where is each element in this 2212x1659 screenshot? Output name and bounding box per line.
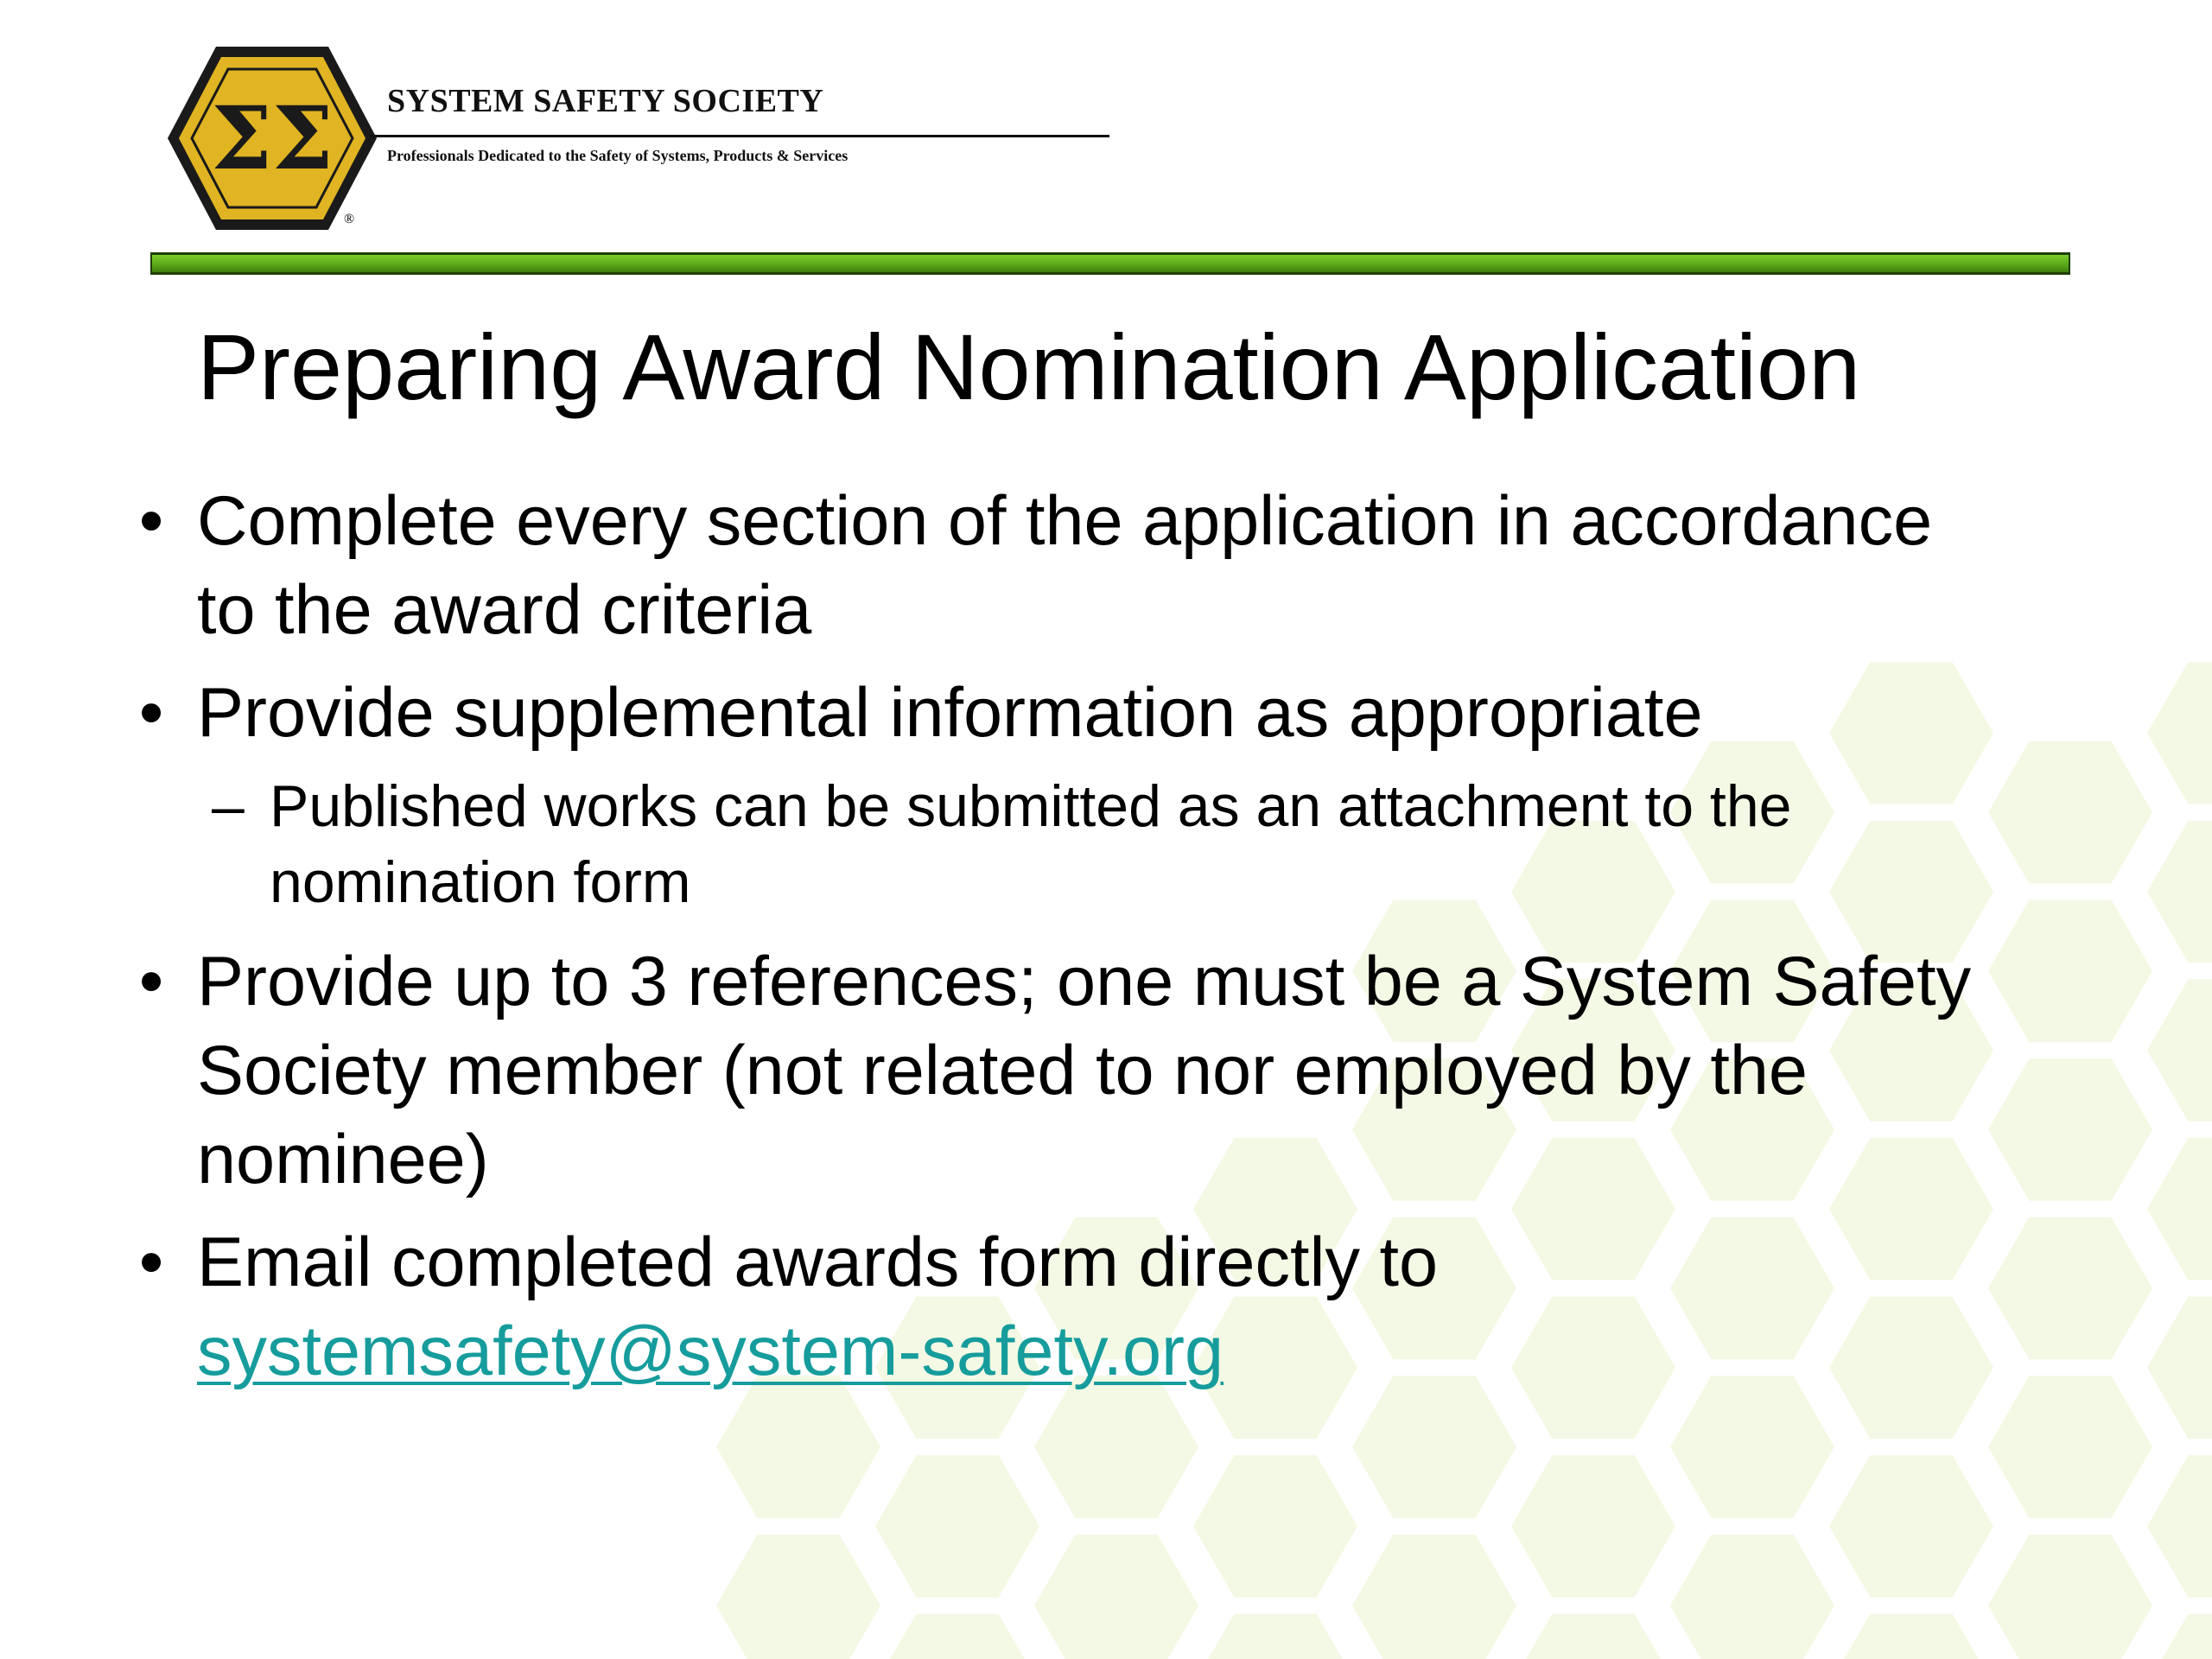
background-hexagon [1988, 1535, 2152, 1659]
background-hexagon [2147, 1455, 2212, 1598]
background-hexagon [875, 1614, 1039, 1659]
bullet-text-line: Provide supplemental information as appropriate [197, 674, 1703, 752]
background-hexagon [1511, 1614, 1675, 1659]
bullet-text-line: Society member (not related to nor employed by the [197, 1032, 1808, 1109]
background-hexagon [2147, 1297, 2212, 1440]
bullet-text-line: Email completed awards form directly to [197, 1224, 1439, 1301]
background-hexagon [1193, 1455, 1357, 1598]
background-hexagon [1193, 1614, 1357, 1659]
background-hexagon [2147, 1138, 2212, 1281]
bullet-marker: • [138, 482, 164, 560]
sub-bullet-text-line: Published works can be submitted as an attachment to the [270, 773, 1792, 839]
slide-content [130, 477, 2117, 1410]
background-hexagon [1352, 1535, 1516, 1659]
background-hexagon [1829, 1614, 1993, 1659]
bullet-item [130, 477, 2117, 655]
organization-name: SYSTEM SAFETY SOCIETY [387, 83, 824, 119]
background-hexagon [2147, 1614, 2212, 1659]
background-hexagon [2147, 821, 2212, 963]
background-hexagon [2147, 979, 2212, 1122]
bullet-item [130, 938, 2117, 1205]
sub-bullet-marker: – [212, 773, 245, 839]
background-hexagon [1670, 1535, 1834, 1659]
bullet-text-line: to the award criteria [197, 571, 812, 649]
background-hexagon [2147, 662, 2212, 804]
bullet-text-line: Complete every section of the application in accordance [197, 482, 1933, 560]
bullet-marker: • [138, 1224, 164, 1301]
bullet-text-line: Provide up to 3 references; one must be a System Safety [197, 943, 1972, 1020]
organization-tagline: Professionals Dedicated to the Safety of Systems, Products & Services [387, 147, 849, 164]
header-divider-bar [150, 252, 2070, 275]
logo-sigma-text: ΣΣ [211, 87, 334, 189]
system-safety-society-logo-icon [164, 43, 380, 233]
email-link[interactable]: systemsafety@system-safety.org [197, 1313, 1224, 1390]
sub-bullet-text-line: nomination form [270, 849, 691, 915]
background-hexagon [716, 1535, 880, 1659]
bullet-item [130, 669, 2117, 758]
header-rule [370, 135, 1109, 137]
bullet-marker: • [138, 943, 164, 1020]
registered-trademark: ® [344, 212, 355, 226]
background-hexagon [1511, 1455, 1675, 1598]
sub-bullet-item [130, 768, 2117, 920]
bullet-text-line: nominee) [197, 1121, 489, 1198]
bullet-item [130, 1218, 2117, 1396]
background-hexagon [875, 1455, 1039, 1598]
background-hexagon [1034, 1535, 1198, 1659]
background-hexagon [1829, 1455, 1993, 1598]
bullet-marker: • [138, 674, 164, 752]
slide-title: Preparing Award Nomination Application [197, 315, 1861, 419]
